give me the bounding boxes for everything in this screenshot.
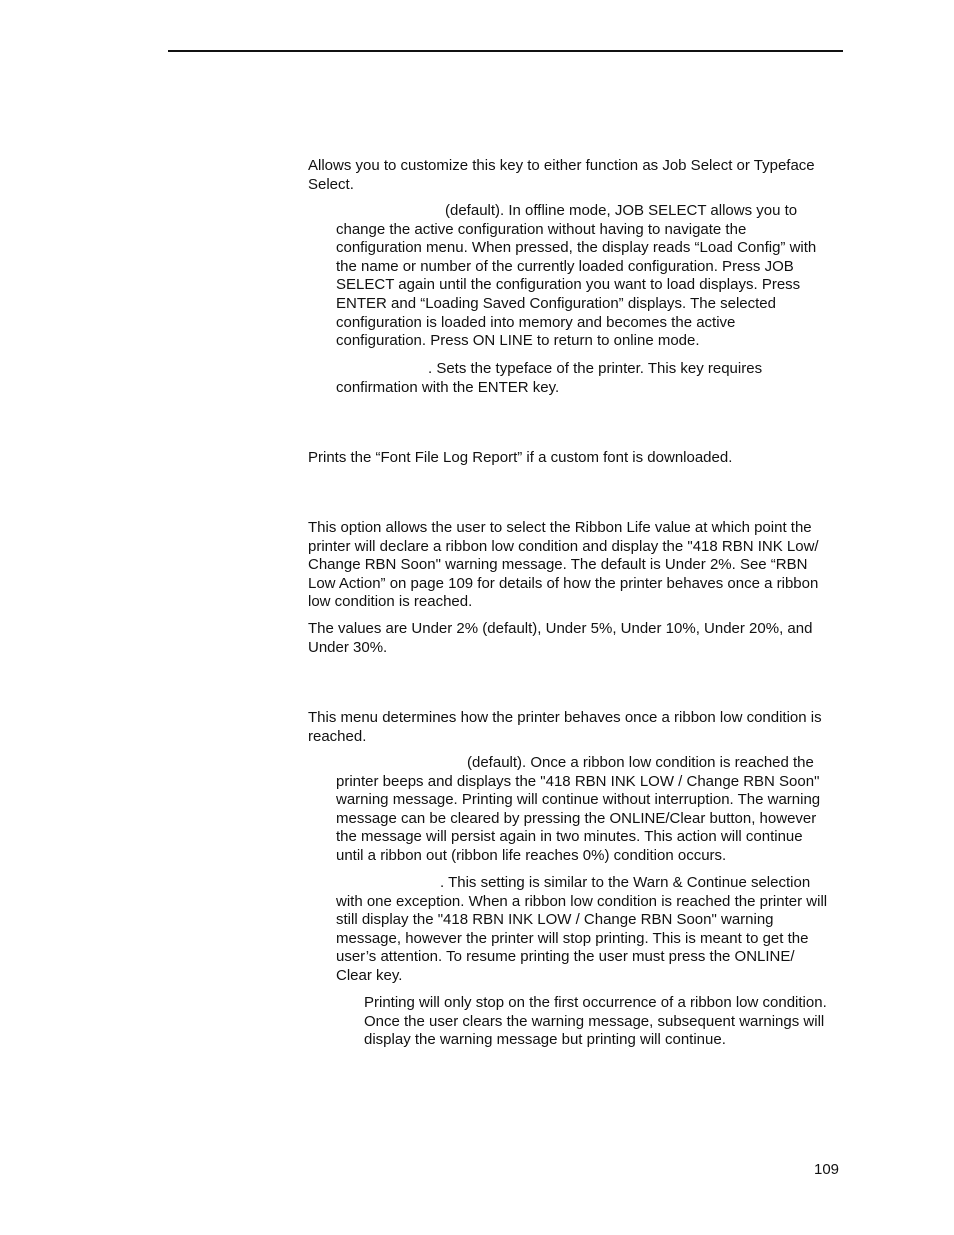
ribbon-low-values: The values are Under 2% (default), Under 5%, Under 10%, Under 20%, and Under 30%.: [308, 620, 813, 656]
job-select-description: (default). In offline mode, JOB SELECT allows you to change the active configuration without having to navigate the configuration menu. When pressed, the display reads “Load Config” with the name or number of the currently loaded configuration. Press JOB SELECT again until the configuration you want to load displays. Press ENTER and “Loading Saved Configuration” displays. The selected configuration is loaded into memory and becomes the active configuration. Press ON LINE to return to online mode.: [336, 202, 817, 350]
font-log-description: Prints the “Font File Log Report” if a custom font is downloaded.: [308, 449, 733, 466]
typeface-select-description: . Sets the typeface of the printer. This key requires confirmation with the ENTER key.: [336, 360, 763, 396]
key-function-intro: Allows you to customize this key to either function as Job Select or Typeface Select.: [308, 157, 815, 193]
rbn-low-action-intro: This menu determines how the printer behaves once a ribbon low condition is reached.: [308, 709, 822, 745]
warn-stop-description: . This setting is similar to the Warn & Continue selection with one exception. When a ribbon low condition is reached the printer will still display the "418 RBN INK LOW / Change RBN Soon" warning message, however the printer will stop printing. This is meant to get the user’s attention. To resume printing the user must press the ONLINE/ Clear key.: [336, 874, 828, 984]
note-text: Printing will only stop on the first occurrence of a ribbon low condition. Once the user clears the warning message, subsequent warnings will display the warning message but printing will continue.: [364, 994, 827, 1049]
page-number: 109: [814, 1161, 840, 1178]
ribbon-low-warning-description: This option allows the user to select the Ribbon Life value at which point the printer will declare a ribbon low condition and display the "418 RBN INK Low/ Change RBN Soon" warning message. The default is Under 2%. See “RBN Low Action” on page 109 for details of how the printer behaves once a ribbon low condition is reached.: [308, 519, 819, 611]
warn-continue-description: (default). Once a ribbon low condition is reached the printer beeps and displays the "418 RBN INK LOW / Change RBN Soon" warning message. Printing will continue without interruption. The warning message can be cleared by pressing the ONLINE/Clear button, however the message will persist again in two minutes. This action will continue until a ribbon out (ribbon life reaches 0%) condition occurs.: [336, 754, 821, 864]
header-rule: [168, 50, 843, 52]
